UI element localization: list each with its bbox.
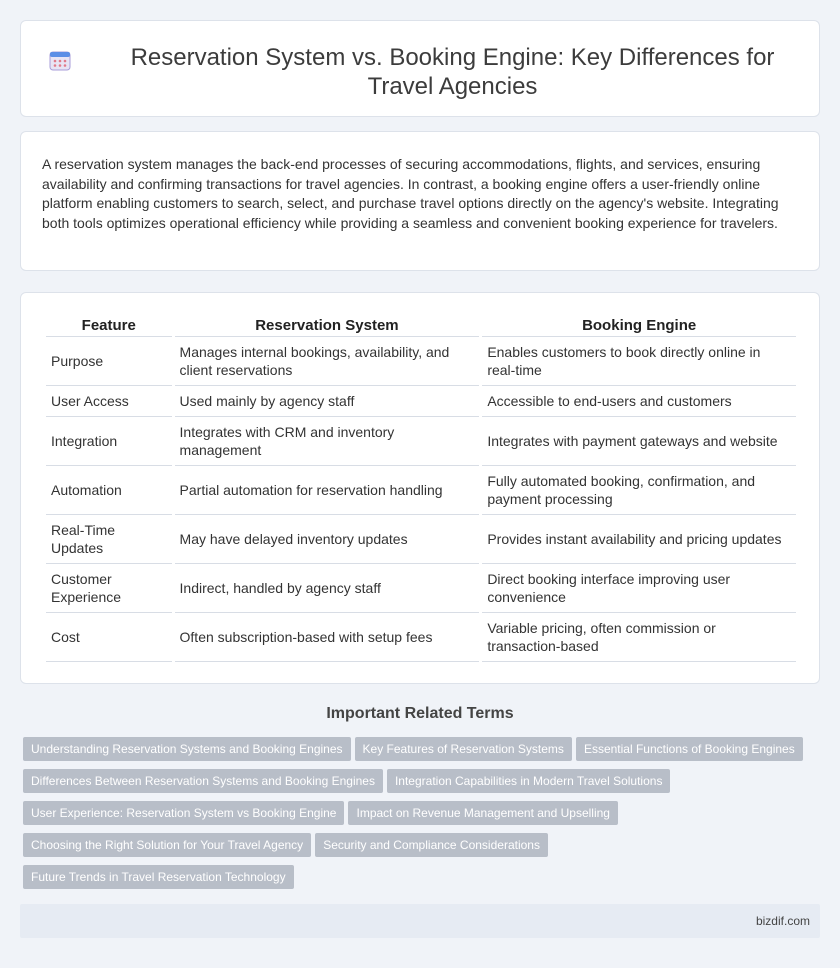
cell-reservation: May have delayed inventory updates: [175, 515, 480, 564]
related-term-tag[interactable]: Security and Compliance Considerations: [315, 833, 548, 857]
comparison-card: [20, 292, 820, 684]
comparison-table: [43, 315, 799, 662]
table-row: [46, 613, 796, 662]
header-reservation-system: Reservation System: [175, 315, 480, 337]
cell-feature: User Access: [46, 386, 172, 417]
cell-feature: Purpose: [46, 337, 172, 386]
related-term-tag[interactable]: Essential Functions of Booking Engines: [576, 737, 803, 761]
footer: [20, 904, 820, 938]
title-card: [20, 20, 820, 117]
cell-booking: Provides instant availability and pricing updates: [482, 515, 796, 564]
intro-card: [20, 131, 820, 271]
table-row: [46, 466, 796, 515]
cell-feature: Integration: [46, 417, 172, 466]
table-row: [46, 515, 796, 564]
cell-booking: Variable pricing, often commission or transaction-based: [482, 613, 796, 662]
cell-reservation: Integrates with CRM and inventory management: [175, 417, 480, 466]
cell-booking: Enables customers to book directly online in real-time: [482, 337, 796, 386]
table-row: [46, 337, 796, 386]
cell-reservation: Used mainly by agency staff: [175, 386, 480, 417]
cell-reservation: Indirect, handled by agency staff: [175, 564, 480, 613]
table-header-row: [46, 315, 796, 337]
cell-booking: Integrates with payment gateways and website: [482, 417, 796, 466]
page-title: Reservation System vs. Booking Engine: Key Differences for Travel Agencies: [130, 44, 775, 100]
cell-booking: Direct booking interface improving user convenience: [482, 564, 796, 613]
header-feature: Feature: [46, 315, 172, 337]
intro-paragraph: A reservation system manages the back-end processes of securing accommodations, flights, and services, ensuring availability and confirming transactions for travel agencies. In contrast, a booking engine offers a user-friendly online platform enabling customers to search, select, and purchase travel options directly on the agency's website. Integrating both tools optimizes operational efficiency while providing a seamless and convenient booking experience for travelers.: [42, 156, 779, 231]
cell-feature: Real-Time Updates: [46, 515, 172, 564]
cell-booking: Fully automated booking, confirmation, and payment processing: [482, 466, 796, 515]
related-term-tag[interactable]: User Experience: Reservation System vs Booking Engine: [23, 801, 344, 825]
cell-feature: Automation: [46, 466, 172, 515]
related-terms-heading: Important Related Terms: [326, 705, 514, 722]
related-term-tag[interactable]: Impact on Revenue Management and Upselling: [348, 801, 618, 825]
related-term-tag[interactable]: Future Trends in Travel Reservation Technology: [23, 865, 294, 889]
related-term-tag[interactable]: Choosing the Right Solution for Your Travel Agency: [23, 833, 311, 857]
cell-reservation: Manages internal bookings, availability, and client reservations: [175, 337, 480, 386]
related-term-tag[interactable]: Integration Capabilities in Modern Travel Solutions: [387, 769, 670, 793]
related-term-tag[interactable]: Differences Between Reservation Systems and Booking Engines: [23, 769, 383, 793]
cell-reservation: Often subscription-based with setup fees: [175, 613, 480, 662]
table-row: [46, 386, 796, 417]
cell-reservation: Partial automation for reservation handling: [175, 466, 480, 515]
cell-feature: Customer Experience: [46, 564, 172, 613]
table-row: [46, 417, 796, 466]
cell-feature: Cost: [46, 613, 172, 662]
related-terms-list: [23, 737, 823, 897]
cell-booking: Accessible to end-users and customers: [482, 386, 796, 417]
related-term-tag[interactable]: Key Features of Reservation Systems: [355, 737, 572, 761]
header-booking-engine: Booking Engine: [482, 315, 796, 337]
footer-site-link[interactable]: bizdif.com: [755, 914, 810, 928]
related-term-tag[interactable]: Understanding Reservation Systems and Booking Engines: [23, 737, 351, 761]
table-row: [46, 564, 796, 613]
